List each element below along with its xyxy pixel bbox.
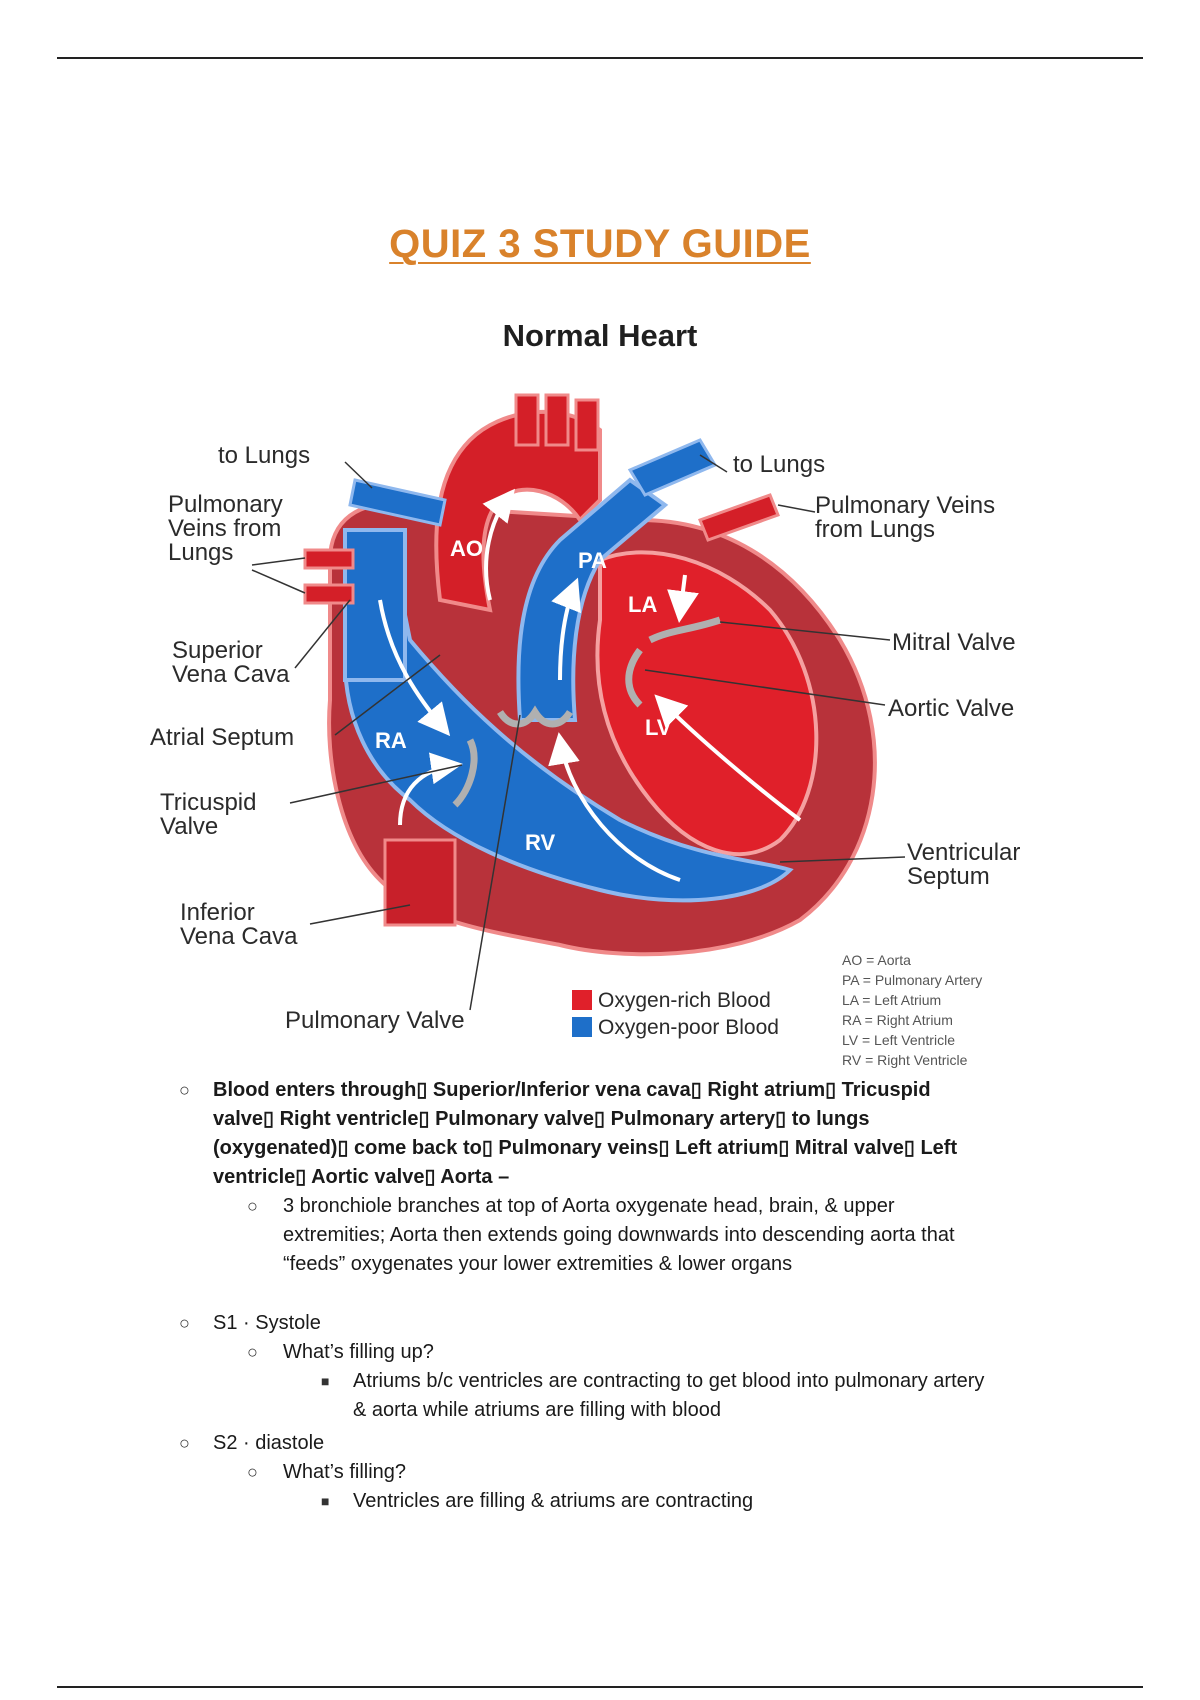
pulmonary-vein-right-1	[700, 495, 778, 540]
label-ao: AO	[450, 536, 483, 561]
note-line: 3 bronchiole branches at top of Aorta oxygenate head, brain, & upper	[283, 1195, 895, 1217]
list-item	[175, 1076, 1075, 1192]
list-item	[175, 1192, 1075, 1279]
note-line: (oxygenated)▯ come back to▯ Pulmonary veins▯ Left atrium▯ Mitral valve▯ Left	[213, 1137, 958, 1159]
label-aortic-valve: Aortic Valve	[888, 695, 1015, 722]
list-item	[175, 1338, 1075, 1367]
square-bullet-icon: ■	[321, 1493, 330, 1509]
label-pulmonary-valve: Pulmonary Valve	[285, 1007, 465, 1034]
note-line: Ventricles are filling & atriums are contracting	[353, 1490, 754, 1512]
list-item	[175, 1458, 1075, 1487]
note-line: What’s filling?	[283, 1461, 407, 1483]
list-item	[175, 1487, 1075, 1516]
label-to-lungs-left: to Lungs	[218, 442, 311, 469]
label-svc-1: Superior	[172, 637, 263, 664]
hollow-bullet-icon: ○	[247, 1342, 258, 1362]
list-item	[175, 1429, 1075, 1458]
label-mitral-valve: Mitral Valve	[892, 629, 1016, 656]
hollow-bullet-icon: ○	[179, 1313, 190, 1333]
abbr-ra: RA = Right Atrium	[842, 1012, 953, 1028]
diagram-title: Normal Heart	[502, 318, 698, 353]
legend-oxygen-poor: Oxygen-poor Blood	[598, 1016, 779, 1039]
top-rule	[57, 57, 1143, 59]
bottom-rule	[57, 1686, 1143, 1688]
label-lv: LV	[645, 715, 672, 740]
label-ivc-2: Vena Cava	[180, 923, 298, 950]
list-item	[175, 1367, 1075, 1425]
aorta-branch-2	[546, 395, 568, 445]
abbr-ao: AO = Aorta	[842, 952, 911, 968]
pulmonary-artery-right-branch	[630, 440, 715, 495]
label-pa: PA	[578, 548, 607, 573]
label-ra: RA	[375, 728, 407, 753]
legend-oxygen-rich: Oxygen-rich Blood	[598, 989, 771, 1012]
label-to-lungs-right: to Lungs	[733, 451, 826, 478]
hollow-bullet-icon: ○	[179, 1080, 190, 1100]
abbr-rv: RV = Right Ventricle	[842, 1052, 968, 1068]
label-pulm-veins-left-2: Veins from	[168, 515, 282, 542]
note-line: & aorta while atriums are filling with blood	[353, 1399, 721, 1421]
inferior-vena-cava	[385, 840, 455, 925]
heart-diagram	[140, 380, 1060, 1070]
aorta-branch-3	[576, 400, 598, 450]
label-la: LA	[628, 592, 658, 617]
abbr-lv: LV = Left Ventricle	[842, 1032, 955, 1048]
legend-swatch-rich	[572, 990, 592, 1010]
hollow-bullet-icon: ○	[247, 1462, 258, 1482]
note-line: Blood enters through▯ Superior/Inferior vena cava▯ Right atrium▯ Tricuspid	[213, 1079, 931, 1101]
abbr-la: LA = Left Atrium	[842, 992, 942, 1008]
label-pulm-veins-right-1: Pulmonary Veins	[815, 492, 996, 519]
aorta-branch-1	[516, 395, 538, 445]
label-pulm-veins-left-3: Lungs	[168, 539, 234, 566]
note-line: S2 · diastole	[213, 1432, 325, 1454]
label-tricuspid-1: Tricuspid	[160, 789, 257, 816]
label-vent-septum-1: Ventricular	[907, 839, 1021, 866]
hollow-bullet-icon: ○	[179, 1433, 190, 1453]
label-pulm-veins-left-1: Pulmonary	[168, 491, 283, 518]
square-bullet-icon: ■	[321, 1373, 330, 1389]
note-line: Atriums b/c ventricles are contracting to get blood into pulmonary artery	[353, 1370, 985, 1392]
list-item	[175, 1309, 1075, 1338]
note-line: S1 · Systole	[213, 1312, 321, 1334]
page-title: QUIZ 3 STUDY GUIDE	[389, 222, 811, 266]
abbr-pa: PA = Pulmonary Artery	[842, 972, 983, 988]
note-line: “feeds” oxygenates your lower extremities & lower organs	[283, 1253, 793, 1275]
label-svc-2: Vena Cava	[172, 661, 290, 688]
label-atrial-septum: Atrial Septum	[150, 724, 295, 751]
note-line: ventricle▯ Aortic valve▯ Aorta –	[213, 1166, 510, 1188]
legend-swatch-poor	[572, 1017, 592, 1037]
pulmonary-vein-left-2	[305, 585, 353, 603]
hollow-bullet-icon: ○	[247, 1196, 258, 1216]
note-line: extremities; Aorta then extends going downwards into descending aorta that	[283, 1224, 955, 1246]
pulmonary-vein-left-1	[305, 550, 353, 568]
note-line: What’s filling up?	[283, 1341, 434, 1363]
note-line: valve▯ Right ventricle▯ Pulmonary valve▯ Pulmonary artery▯ to lungs	[213, 1108, 870, 1130]
label-ivc-1: Inferior	[180, 899, 255, 926]
label-vent-septum-2: Septum	[907, 863, 990, 890]
label-tricuspid-2: Valve	[160, 813, 219, 840]
study-notes	[175, 1076, 1075, 1516]
label-rv: RV	[525, 830, 556, 855]
label-pulm-veins-right-2: from Lungs	[815, 516, 936, 543]
